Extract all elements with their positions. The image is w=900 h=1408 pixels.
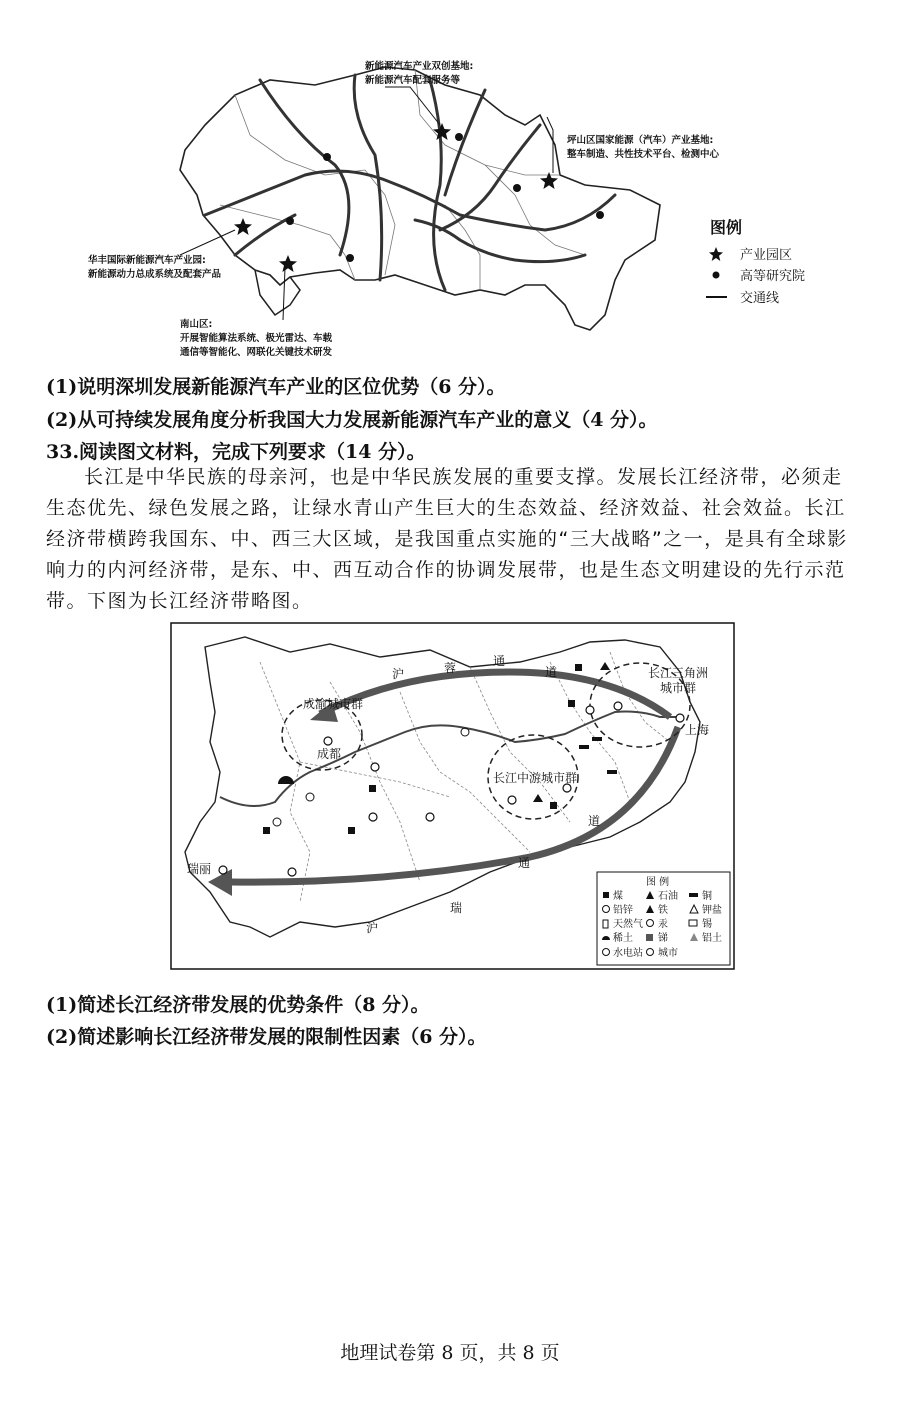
legend-label: 产业园区 [740,248,793,263]
annotation-text: 整车制造、共性技术平台、检测中心 [567,149,720,160]
legend-label: 城市 [658,948,678,959]
star-icon [433,123,451,140]
city-icon [563,784,571,792]
coal-icon [369,785,376,792]
yangtze-belt-map [170,622,735,970]
annotation-text: 开展智能算法系统、极光雷达、车载 [180,333,333,344]
dot-icon [713,272,720,279]
question-33: 33.阅读图文材料，完成下列要求（14 分）。 [46,441,426,463]
city-icon [676,714,684,722]
dot-icon [286,217,294,225]
coal-icon [603,892,609,898]
annotation-text: 新能源动力总成系统及配套产品 [88,269,222,280]
legend-label: 天然气 [613,919,643,930]
map-label-chengdu: 成都 [317,747,342,761]
city-icon [508,796,516,804]
map-label-shanghai: 上海 [685,723,710,737]
map-label-middle: 长江中游城市群 [493,771,578,785]
city-icon [288,868,296,876]
city-icon [586,706,594,714]
legend-label: 石油 [658,891,678,902]
coal-icon [568,700,575,707]
annotation-text: 通信等智能化、网联化关键技术研发 [180,347,333,358]
map-label-delta: 长江三角洲 [648,666,709,680]
city-icon [369,813,377,821]
dot-icon [513,184,521,192]
legend-label: 铜 [702,891,712,902]
city-icon [371,763,379,771]
legend-label: 铁 [658,905,668,916]
route-char: 通 [493,654,506,668]
legend-title: 图 例 [646,877,670,888]
legend-label: 高等研究院 [740,269,806,284]
coal-icon [550,802,557,809]
legend-label: 煤 [613,891,623,902]
route-char: 通 [518,856,531,870]
route-char: 沪 [392,667,405,681]
dot-icon [346,254,354,262]
question-1: (1)说明深圳发展新能源汽车产业的区位优势（6 分）。 [46,376,506,398]
annotation-text: 新能源汽车产业双创基地: [365,61,474,72]
legend-label: 交通线 [740,291,780,306]
question-33-1: (1)简述长江经济带发展的优势条件（8 分）。 [46,994,430,1016]
annotation-text: 坪山区国家能源（汽车）产业基地: [567,135,714,146]
star-icon [709,247,723,261]
annotation-text: 南山区: [180,319,213,330]
transport-lines [205,75,615,290]
antimony-icon [646,934,653,941]
copper-icon [592,737,602,741]
copper-icon [579,745,589,749]
legend-label: 水电站 [613,948,643,959]
shenzhen-outline [180,67,660,330]
route-char: 蓉 [444,661,457,675]
city-icon [324,737,332,745]
route-char: 道 [545,665,558,679]
dot-icon [323,153,331,161]
map2-legend [597,872,730,965]
legend-label: 稀土 [613,933,633,944]
annotation-text: 新能源汽车配套服务等 [365,75,461,86]
route-char: 沪 [366,921,379,935]
city-icon [614,702,622,710]
map1-legend [706,218,805,306]
city-icon [426,813,434,821]
dot-icon [596,211,604,219]
coal-icon [263,827,270,834]
city-icon [647,949,654,956]
copper-icon [689,893,698,897]
legend-label: 锑 [658,933,668,944]
legend-label: 铝土 [702,933,722,944]
map-label-ruili: 瑞丽 [187,862,212,876]
copper-icon [607,770,617,774]
star-icon [279,255,297,272]
industrial-park-markers [234,123,558,272]
dot-icon [455,133,463,141]
city-icon [219,866,227,874]
route-char: 瑞 [450,901,463,915]
legend-label: 汞 [658,919,668,930]
legend-label: 铅锌 [613,905,633,916]
map-label-chengyu: 成渝城市群 [303,697,364,711]
material-paragraph: 长江是中华民族的母亲河，也是中华民族发展的重要支撑。发展长江经济带，必须走生态优先、绿色发展之路，让绿水青山产生巨大的生态效益、经济效益、社会效益。长江经济带横跨我国东、中、西三大区域，是我国重点实施的“三大战略”之一，是具有全球影响力的内河经济带，是东、中、西互动合作的协调发展带，也是生态文明建设的先行示范带。下图为长江经济带略图。 [46,466,848,612]
question-33-2: (2)简述影响长江经济带发展的限制性因素（6 分）。 [46,1026,487,1048]
route-char: 道 [588,814,601,828]
shenzhen-map [85,55,815,365]
star-icon [540,172,558,189]
coal-icon [575,664,582,671]
legend-title: 图例 [710,218,743,237]
map-label-delta: 城市群 [660,681,697,695]
legend-label: 锡 [702,919,712,930]
question-2: (2)从可持续发展角度分析我国大力发展新能源汽车产业的意义（4 分）。 [46,409,658,431]
star-icon [234,218,252,235]
coal-icon [348,827,355,834]
annotation-text: 华丰国际新能源汽车产业园: [88,255,206,266]
page-footer: 地理试卷第 8 页，共 8 页 [340,1342,560,1364]
legend-label: 钾盐 [702,905,722,916]
